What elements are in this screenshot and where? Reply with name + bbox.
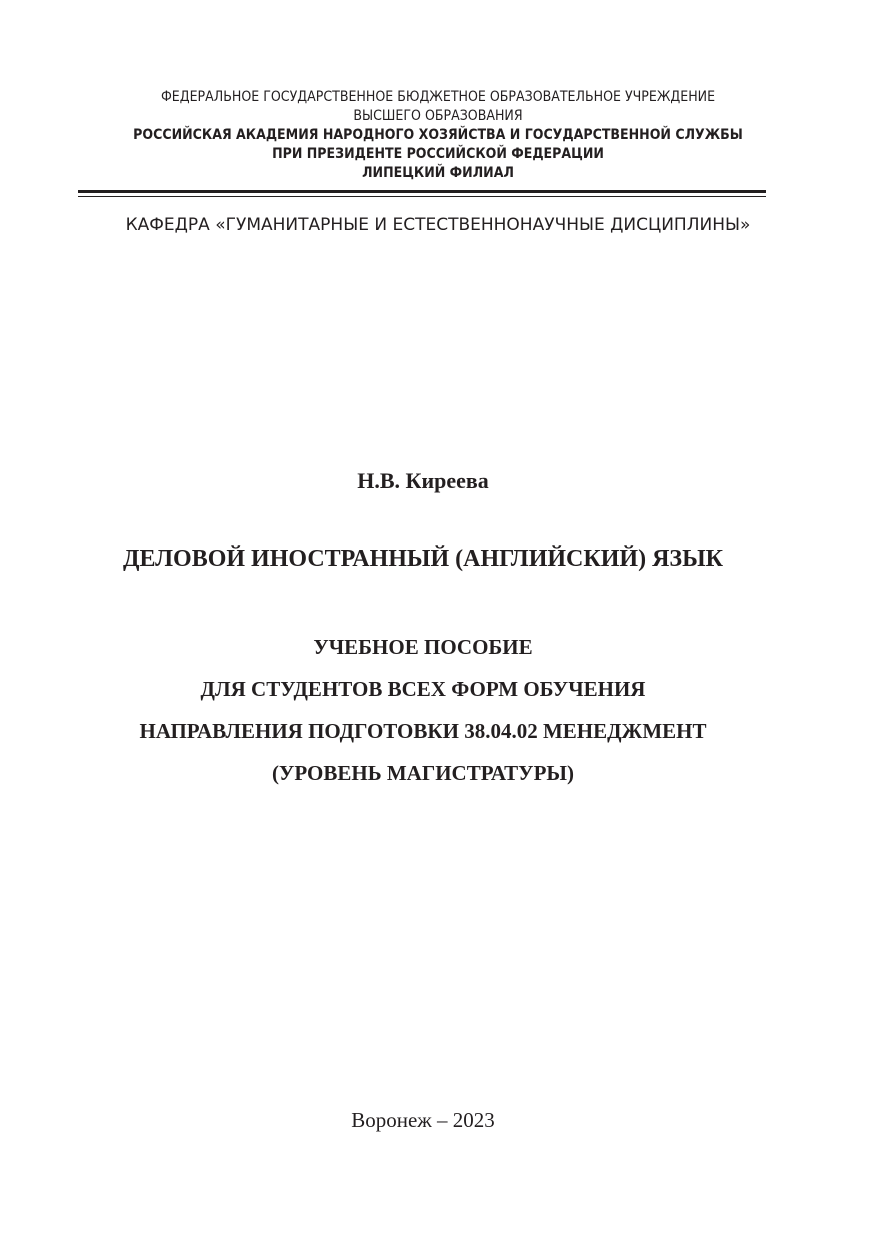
book-title: ДЕЛОВОЙ ИНОСТРАННЫЙ (АНГЛИЙСКИЙ) ЯЗЫК (122, 546, 724, 572)
city-year: Воронеж – 2023 (351, 1108, 495, 1132)
institution-type-line: ФЕДЕРАЛЬНОЕ ГОСУДАРСТВЕННОЕ БЮДЖЕТНОЕ ОБРАЗОВАТЕЛЬНОЕ УЧРЕЖДЕНИЕ (160, 89, 716, 105)
academy-name-line: РОССИЙСКАЯ АКАДЕМИЯ НАРОДНОГО ХОЗЯЙСТВА И ГОСУДАРСТВЕННОЙ СЛУЖБЫ (133, 127, 743, 143)
academy-affiliation-line: ПРИ ПРЕЗИДЕНТЕ РОССИЙСКОЙ ФЕДЕРАЦИИ (272, 146, 604, 162)
institution-header (0, 88, 876, 183)
divider-thin-line (78, 196, 766, 197)
department-name: КАФЕДРА «ГУМАНИТАРНЫЕ И ЕСТЕСТВЕННОНАУЧНЫЕ ДИСЦИПЛИНЫ» (125, 215, 751, 235)
divider-thick-line (78, 190, 766, 193)
branch-name-line: ЛИПЕЦКИЙ ФИЛИАЛ (362, 165, 514, 181)
subtitle-line-3: НАПРАВЛЕНИЯ ПОДГОТОВКИ 38.04.02 МЕНЕДЖМЕНТ (139, 719, 707, 743)
subtitle-line-4: (УРОВЕНЬ МАГИСТРАТУРЫ) (271, 761, 575, 785)
institution-level-line: ВЫСШЕГО ОБРАЗОВАНИЯ (353, 108, 523, 124)
author-name: Н.В. Киреева (357, 468, 489, 493)
subtitle-line-2: ДЛЯ СТУДЕНТОВ ВСЕХ ФОРМ ОБУЧЕНИЯ (200, 677, 646, 701)
book-subtitle (0, 626, 846, 794)
header-divider (78, 190, 766, 197)
subtitle-line-1: УЧЕБНОЕ ПОСОБИЕ (313, 635, 533, 659)
